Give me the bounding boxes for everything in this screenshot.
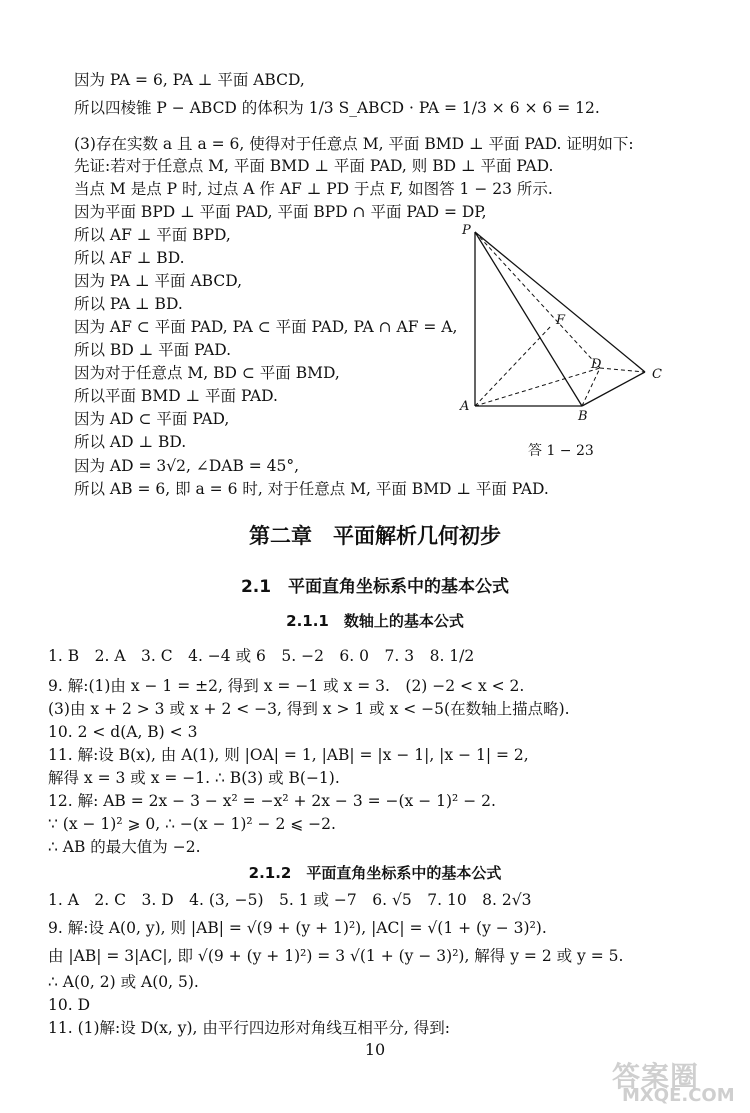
- figure-caption: 答 1 − 23: [528, 443, 594, 459]
- section-title: 2.1 平面直角坐标系中的基本公式: [240, 577, 510, 597]
- page-number: 10: [364, 1040, 386, 1059]
- answer-line: ∴ A(0, 2) 或 A(0, 5).: [48, 973, 199, 991]
- answer-line: 12. 解: AB = 2x − 3 − x² = −x² + 2x − 3 = −(x − 1)² − 2.: [48, 792, 496, 810]
- answer-line: ∴ AB 的最大值为 −2.: [48, 838, 201, 856]
- text-line: 所以 AF ⊥ BD.: [74, 249, 185, 267]
- text-line: 因为 AD ⊂ 平面 PAD,: [74, 410, 230, 428]
- label-b: B: [578, 409, 588, 420]
- answer-line: 10. D: [48, 996, 91, 1014]
- label-c: C: [652, 367, 662, 382]
- text-line: 所以平面 BMD ⊥ 平面 PAD.: [74, 387, 278, 405]
- text-line: 因为平面 BPD ⊥ 平面 PAD, 平面 BPD ∩ 平面 PAD = DP,: [74, 203, 487, 221]
- watermark-url: MXQE.COM: [622, 1085, 735, 1106]
- text-line: 因为 PA = 6, PA ⊥ 平面 ABCD,: [74, 71, 305, 89]
- answer-line: ∵ (x − 1)² ⩾ 0, ∴ −(x − 1)² − 2 ⩽ −2.: [48, 815, 336, 833]
- answer-line: 9. 解:(1)由 x − 1 = ±2, 得到 x = −1 或 x = 3. (2) −2 < x < 2.: [48, 677, 525, 695]
- answer-line: 10. 2 < d(A, B) < 3: [48, 723, 198, 741]
- label-f: F: [556, 313, 566, 328]
- label-a: A: [460, 399, 470, 414]
- answer-line: 1. A 2. C 3. D 4. (3, −5) 5. 1 或 −7 6. √5 7. 10 8. 2√3: [48, 891, 532, 909]
- text-line: 先证:若对于任意点 M, 平面 BMD ⊥ 平面 PAD, 则 BD ⊥ 平面 PAD.: [74, 157, 554, 175]
- pyramid-figure: [440, 220, 670, 420]
- text-line: 当点 M 是点 P 时, 过点 A 作 AF ⊥ PD 于点 F, 如图答 1 − 23 所示.: [74, 180, 553, 198]
- subsection-title: 2.1.2 平面直角坐标系中的基本公式: [248, 864, 502, 882]
- text-line: 因为 AF ⊂ 平面 PAD, PA ⊂ 平面 PAD, PA ∩ AF = A,: [74, 318, 458, 336]
- text-line: (3)存在实数 a 且 a = 6, 使得对于任意点 M, 平面 BMD ⊥ 平面 PAD. 证明如下:: [74, 135, 634, 153]
- answer-line: 解得 x = 3 或 x = −1. ∴ B(3) 或 B(−1).: [48, 769, 340, 787]
- subsection-title: 2.1.1 数轴上的基本公式: [286, 612, 464, 630]
- watermark-logo: 答案圈: [612, 1060, 700, 1093]
- text-line: 所以 AB = 6, 即 a = 6 时, 对于任意点 M, 平面 BMD ⊥ 平面 PAD.: [74, 480, 549, 498]
- text-line: 因为 PA ⊥ 平面 ABCD,: [74, 272, 243, 290]
- answer-line: 1. B 2. A 3. C 4. −4 或 6 5. −2 6. 0 7. 3 8. 1/2: [48, 647, 475, 665]
- text-line: 因为对于任意点 M, BD ⊂ 平面 BMD,: [74, 364, 340, 382]
- label-p: P: [462, 223, 471, 238]
- answer-line: 9. 解:设 A(0, y), 则 |AB| = √(9 + (y + 1)²), |AC| = √(1 + (y − 3)²).: [48, 919, 547, 937]
- label-d: D: [591, 357, 602, 372]
- answer-line: 11. (1)解:设 D(x, y), 由平行四边形对角线互相平分, 得到:: [48, 1019, 450, 1037]
- text-line: 所以 AD ⊥ BD.: [74, 433, 187, 451]
- chapter-title: 第二章 平面解析几何初步: [249, 524, 501, 548]
- text-line: 所以 BD ⊥ 平面 PAD.: [74, 341, 232, 359]
- answer-line: 由 |AB| = 3|AC|, 即 √(9 + (y + 1)²) = 3 √(1 + (y − 3)²), 解得 y = 2 或 y = 5.: [48, 947, 624, 965]
- text-line: 因为 AD = 3√2, ∠DAB = 45°,: [74, 457, 300, 475]
- text-line: 所以 PA ⊥ BD.: [74, 295, 183, 313]
- text-line: 所以四棱锥 P − ABCD 的体积为 1/3 S_ABCD · PA = 1/3 × 6 × 6 = 12.: [74, 99, 600, 117]
- answer-line: (3)由 x + 2 > 3 或 x + 2 < −3, 得到 x > 1 或 x < −5(在数轴上描点略).: [48, 700, 570, 718]
- text-line: 所以 AF ⊥ 平面 BPD,: [74, 226, 231, 244]
- answer-line: 11. 解:设 B(x), 由 A(1), 则 |OA| = 1, |AB| = |x − 1|, |x − 1| = 2,: [48, 746, 529, 764]
